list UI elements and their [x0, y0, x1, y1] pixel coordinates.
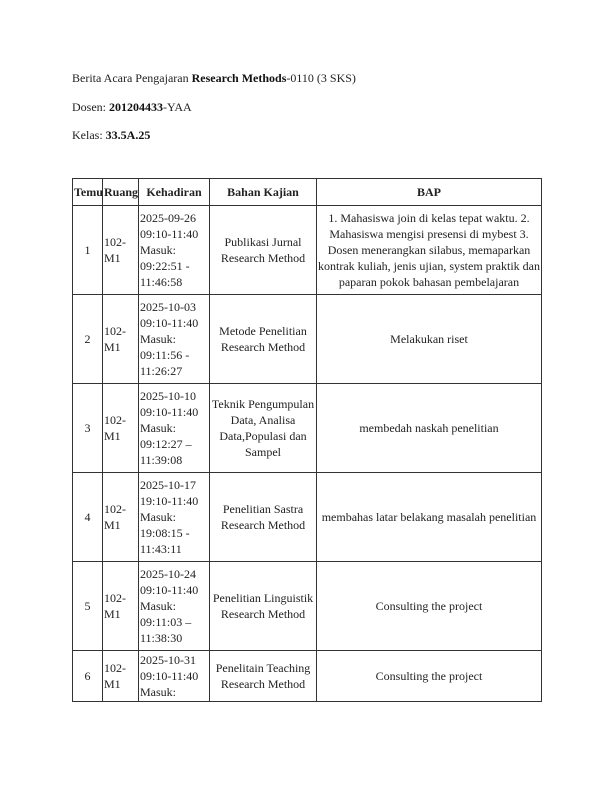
scheduled-time: 09:10-11:40	[140, 583, 199, 597]
bap-table	[72, 178, 542, 702]
check-in-label: Masuk:	[140, 332, 176, 346]
topic: Publikasi Jurnal Research Method	[210, 206, 317, 295]
room: 102-M1	[103, 206, 139, 295]
bap-entry: membedah naskah penelitian	[317, 384, 542, 473]
check-in-start: 09:12:27 –	[140, 437, 192, 451]
meeting-date: 2025-10-17	[140, 478, 196, 492]
room: 102-M1	[103, 651, 139, 702]
meeting-number: 5	[73, 562, 103, 651]
scheduled-time: 09:10-11:40	[140, 227, 199, 241]
attendance	[139, 206, 210, 295]
meeting-number: 4	[73, 473, 103, 562]
course-suffix: -0110 (3 SKS)	[286, 71, 356, 85]
class-code: 33.5A.25	[105, 128, 151, 142]
check-in-end: 11:39:08	[140, 453, 183, 467]
check-in-label: Masuk:	[140, 243, 176, 257]
check-in-end: 11:43:11	[140, 542, 182, 556]
meeting-number: 2	[73, 295, 103, 384]
room: 102-M1	[103, 295, 139, 384]
table-header-row	[73, 179, 542, 206]
table-row	[73, 295, 542, 384]
bap-entry: Consulting the project	[317, 562, 542, 651]
check-in-start: 19:08:15 -	[140, 526, 190, 540]
lecturer-label: Dosen:	[72, 100, 109, 114]
class-line	[72, 128, 150, 142]
lecturer-id: 201204433	[109, 100, 163, 114]
check-in-end: 11:46:58	[140, 275, 183, 289]
lecturer-suffix: -YAA	[163, 100, 192, 114]
meeting-number: 6	[73, 651, 103, 702]
class-label: Kelas:	[72, 128, 106, 142]
meeting-date: 2025-09-26	[140, 211, 196, 225]
attendance	[139, 562, 210, 651]
topic: Penelitian Linguistik Research Method	[210, 562, 317, 651]
check-in-start: 09:11:56 -	[140, 348, 190, 362]
bap-entry: membahas latar belakang masalah penelitian	[317, 473, 542, 562]
meeting-date: 2025-10-10	[140, 389, 196, 403]
room: 102-M1	[103, 473, 139, 562]
scheduled-time: 09:10-11:40	[140, 405, 199, 419]
meeting-number: 3	[73, 384, 103, 473]
table-row	[73, 206, 542, 295]
topic: Penelitian Sastra Research Method	[210, 473, 317, 562]
scheduled-time: 19:10-11:40	[140, 494, 199, 508]
course-prefix: Berita Acara Pengajaran	[72, 71, 192, 85]
room: 102-M1	[103, 384, 139, 473]
table-row	[73, 562, 542, 651]
meeting-number: 1	[73, 206, 103, 295]
bap-entry: 1. Mahasiswa join di kelas tepat waktu. 2. Mahasiswa mengisi presensi di mybest 3. Dosen menerangkan silabus, memaparkan kontrak kuliah, jenis ujian, system praktik dan paparan pokok bahasan pembelajaran	[317, 206, 542, 295]
header-ruang: Ruang	[103, 179, 139, 206]
topic: Metode Penelitian Research Method	[210, 295, 317, 384]
attendance	[139, 384, 210, 473]
attendance	[139, 295, 210, 384]
check-in-end: 11:38:30	[140, 631, 183, 645]
room: 102-M1	[103, 562, 139, 651]
header-temu: Temu	[73, 179, 103, 206]
check-in-label: Masuk:	[140, 421, 176, 435]
table-row	[73, 473, 542, 562]
check-in-end: 11:26:27	[140, 364, 183, 378]
meeting-date: 2025-10-03	[140, 300, 196, 314]
course-name: Research Methods	[191, 71, 287, 85]
meeting-date: 2025-10-24	[140, 567, 196, 581]
topic: Teknik Pengumpulan Data, Analisa Data,Populasi dan Sampel	[210, 384, 317, 473]
scheduled-time: 09:10-11:40	[140, 669, 199, 683]
attendance	[139, 651, 210, 702]
scheduled-time: 09:10-11:40	[140, 316, 199, 330]
header-bahan-kajian: Bahan Kajian	[210, 179, 317, 206]
check-in-label: Masuk:	[140, 599, 176, 613]
table-row	[73, 651, 542, 702]
table-row	[73, 384, 542, 473]
attendance	[139, 473, 210, 562]
check-in-start: 09:11:03 –	[140, 615, 192, 629]
check-in-label: Masuk:	[140, 510, 176, 524]
bap-entry: Consulting the project	[317, 651, 542, 702]
header-kehadiran: Kehadiran	[139, 179, 210, 206]
check-in-label: Masuk:	[140, 685, 176, 699]
bap-entry: Melakukan riset	[317, 295, 542, 384]
check-in-start: 09:22:51 -	[140, 259, 190, 273]
meeting-date: 2025-10-31	[140, 653, 196, 667]
header-bap: BAP	[317, 179, 542, 206]
lecturer-line	[72, 100, 192, 114]
topic: Penelitain Teaching Research Method	[210, 651, 317, 702]
course-line	[72, 71, 356, 85]
